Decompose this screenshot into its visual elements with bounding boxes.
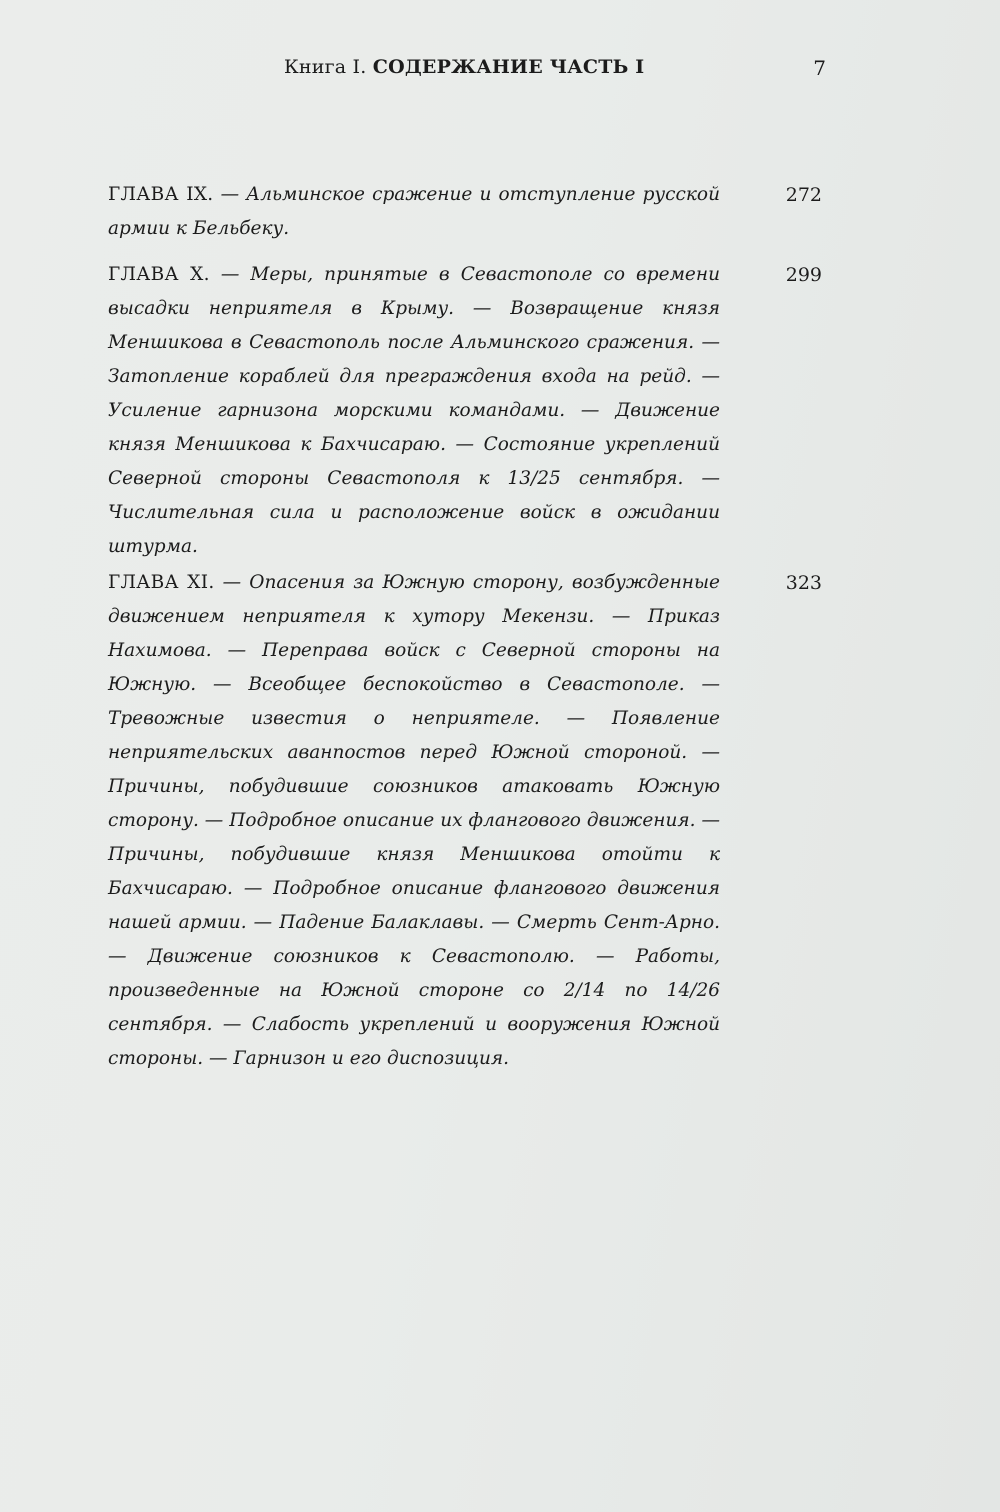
chapter-label: ГЛАВА X. — [108, 264, 210, 285]
chapter-label: ГЛАВА XI. — [108, 572, 215, 593]
page-number: 7 — [813, 56, 826, 80]
toc-entry-text — [108, 566, 720, 1076]
book-label: Книга I. — [284, 56, 367, 78]
toc-entry-text — [108, 258, 720, 564]
chapter-page-number: 299 — [785, 264, 822, 286]
toc-entry-chapter-11 — [108, 566, 822, 1076]
header-title: СОДЕРЖАНИЕ ЧАСТЬ I — [372, 56, 645, 78]
toc-entry-text — [108, 178, 720, 246]
chapter-page-number: 323 — [785, 572, 822, 594]
chapter-page-number: 272 — [785, 184, 822, 206]
toc-entry-chapter-10 — [108, 258, 822, 564]
chapter-description: — Меры, принятые в Севастополе со времени высадки неприятеля в Крыму. — Возвращение князя Меншикова в Севастополь после Альминского сражения. — Затопление кораблей для преграждения входа на рейд. — Усиление гарнизона морскими командами. — Движение князя Меншикова к Бахчисараю. — Состояние укреплений Северной стороны Севастополя к 13/25 сентября. — Числительная сила и расположение войск в ожидании штурма. — [108, 264, 720, 557]
toc-entry-chapter-9 — [108, 178, 822, 246]
chapter-label: ГЛАВА IX. — [108, 184, 214, 205]
chapter-description: — Альминское сражение и отступление русской армии к Бельбеку. — [108, 184, 720, 239]
running-header — [284, 56, 644, 78]
chapter-description: — Опасения за Южную сторону, возбужденные движением неприятеля к хутору Мекензи. — Приказ Нахимова. — Переправа войск с Северной стороны на Южную. — Всеобщее беспокойство в Севастополе. — Тревожные известия о неприятеле. — Появление неприятельских аванпостов перед Южной стороной. — Причины, побудившие союзников атаковать Южную сторону. — Подробное описание их флангового движения. — Причины, побудившие князя Меншикова отойти к Бахчисараю. — Подробное описание флангового движения нашей армии. — Падение Балаклавы. — Смерть Сент-Арно. — Движение союзников к Севастополю. — Работы, произведенные на Южной стороне со 2/14 по 14/26 сентября. — Слабость укреплений и вооружения Южной стороны. — Гарнизон и его диспозиция. — [108, 572, 720, 1069]
